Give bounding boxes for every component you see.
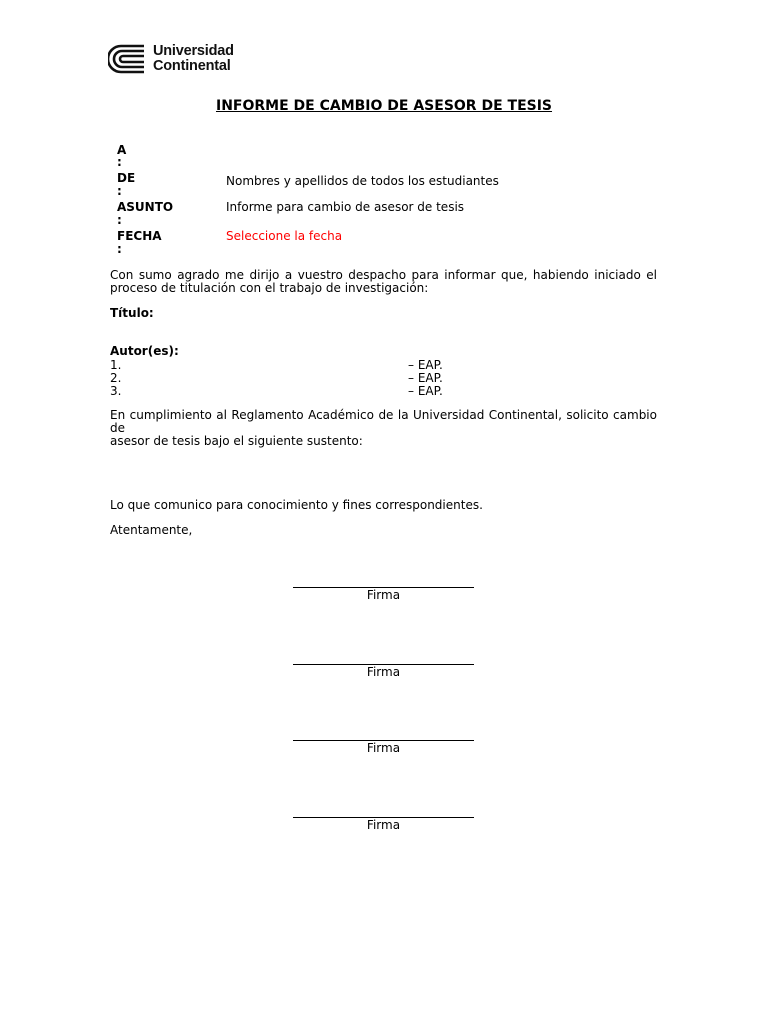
university-logo [108,43,248,75]
autor-3-number: 3. [110,384,122,398]
de-value: Nombres y apellidos de todos los estudiantes [226,174,499,188]
reglamento-paragraph [110,409,657,448]
autor-1-number: 1. [110,358,122,372]
autor-3-eap: – EAP. [408,384,443,398]
document-title: INFORME DE CAMBIO DE ASESOR DE TESIS [215,98,553,114]
fecha-label: FECHA [117,229,162,243]
university-logo-mark [108,43,148,75]
atentamente-text: Atentamente, [110,523,193,537]
intro-line-2: proceso de titulación con el trabajo de investigación: [110,281,429,295]
de-colon: : [117,184,122,198]
logo-line-2: Continental [153,58,231,74]
autor-1-eap: – EAP. [408,358,443,372]
fecha-colon: : [117,242,122,256]
intro-line-1: Con sumo agrado me dirijo a vuestro despacho para informar que, habiendo iniciado el [110,268,657,282]
reglamento-line-2: asesor de tesis bajo el siguiente sustento: [110,434,363,448]
titulo-label: Título: [110,306,154,320]
firma-label-2: Firma [366,665,401,679]
asunto-colon: : [117,213,122,227]
reglamento-line-1: En cumplimiento al Reglamento Académico de la Universidad Continental, solicito cambio de [110,408,657,435]
autores-label: Autor(es): [110,344,179,358]
a-colon: : [117,155,122,169]
firma-label-1: Firma [366,588,401,602]
a-label: A [117,143,127,157]
firma-label-3: Firma [366,741,401,755]
logo-line-1: Universidad [153,43,234,59]
asunto-value: Informe para cambio de asesor de tesis [226,200,465,214]
de-label: DE [117,171,136,185]
autor-2-number: 2. [110,371,122,385]
firma-label-4: Firma [366,818,401,832]
comunico-text: Lo que comunico para conocimiento y fines correspondientes. [110,498,483,512]
autor-2-eap: – EAP. [408,371,443,385]
fecha-date-picker[interactable]: Seleccione la fecha [226,229,343,243]
intro-paragraph [110,269,657,295]
asunto-label: ASUNTO [117,200,174,214]
